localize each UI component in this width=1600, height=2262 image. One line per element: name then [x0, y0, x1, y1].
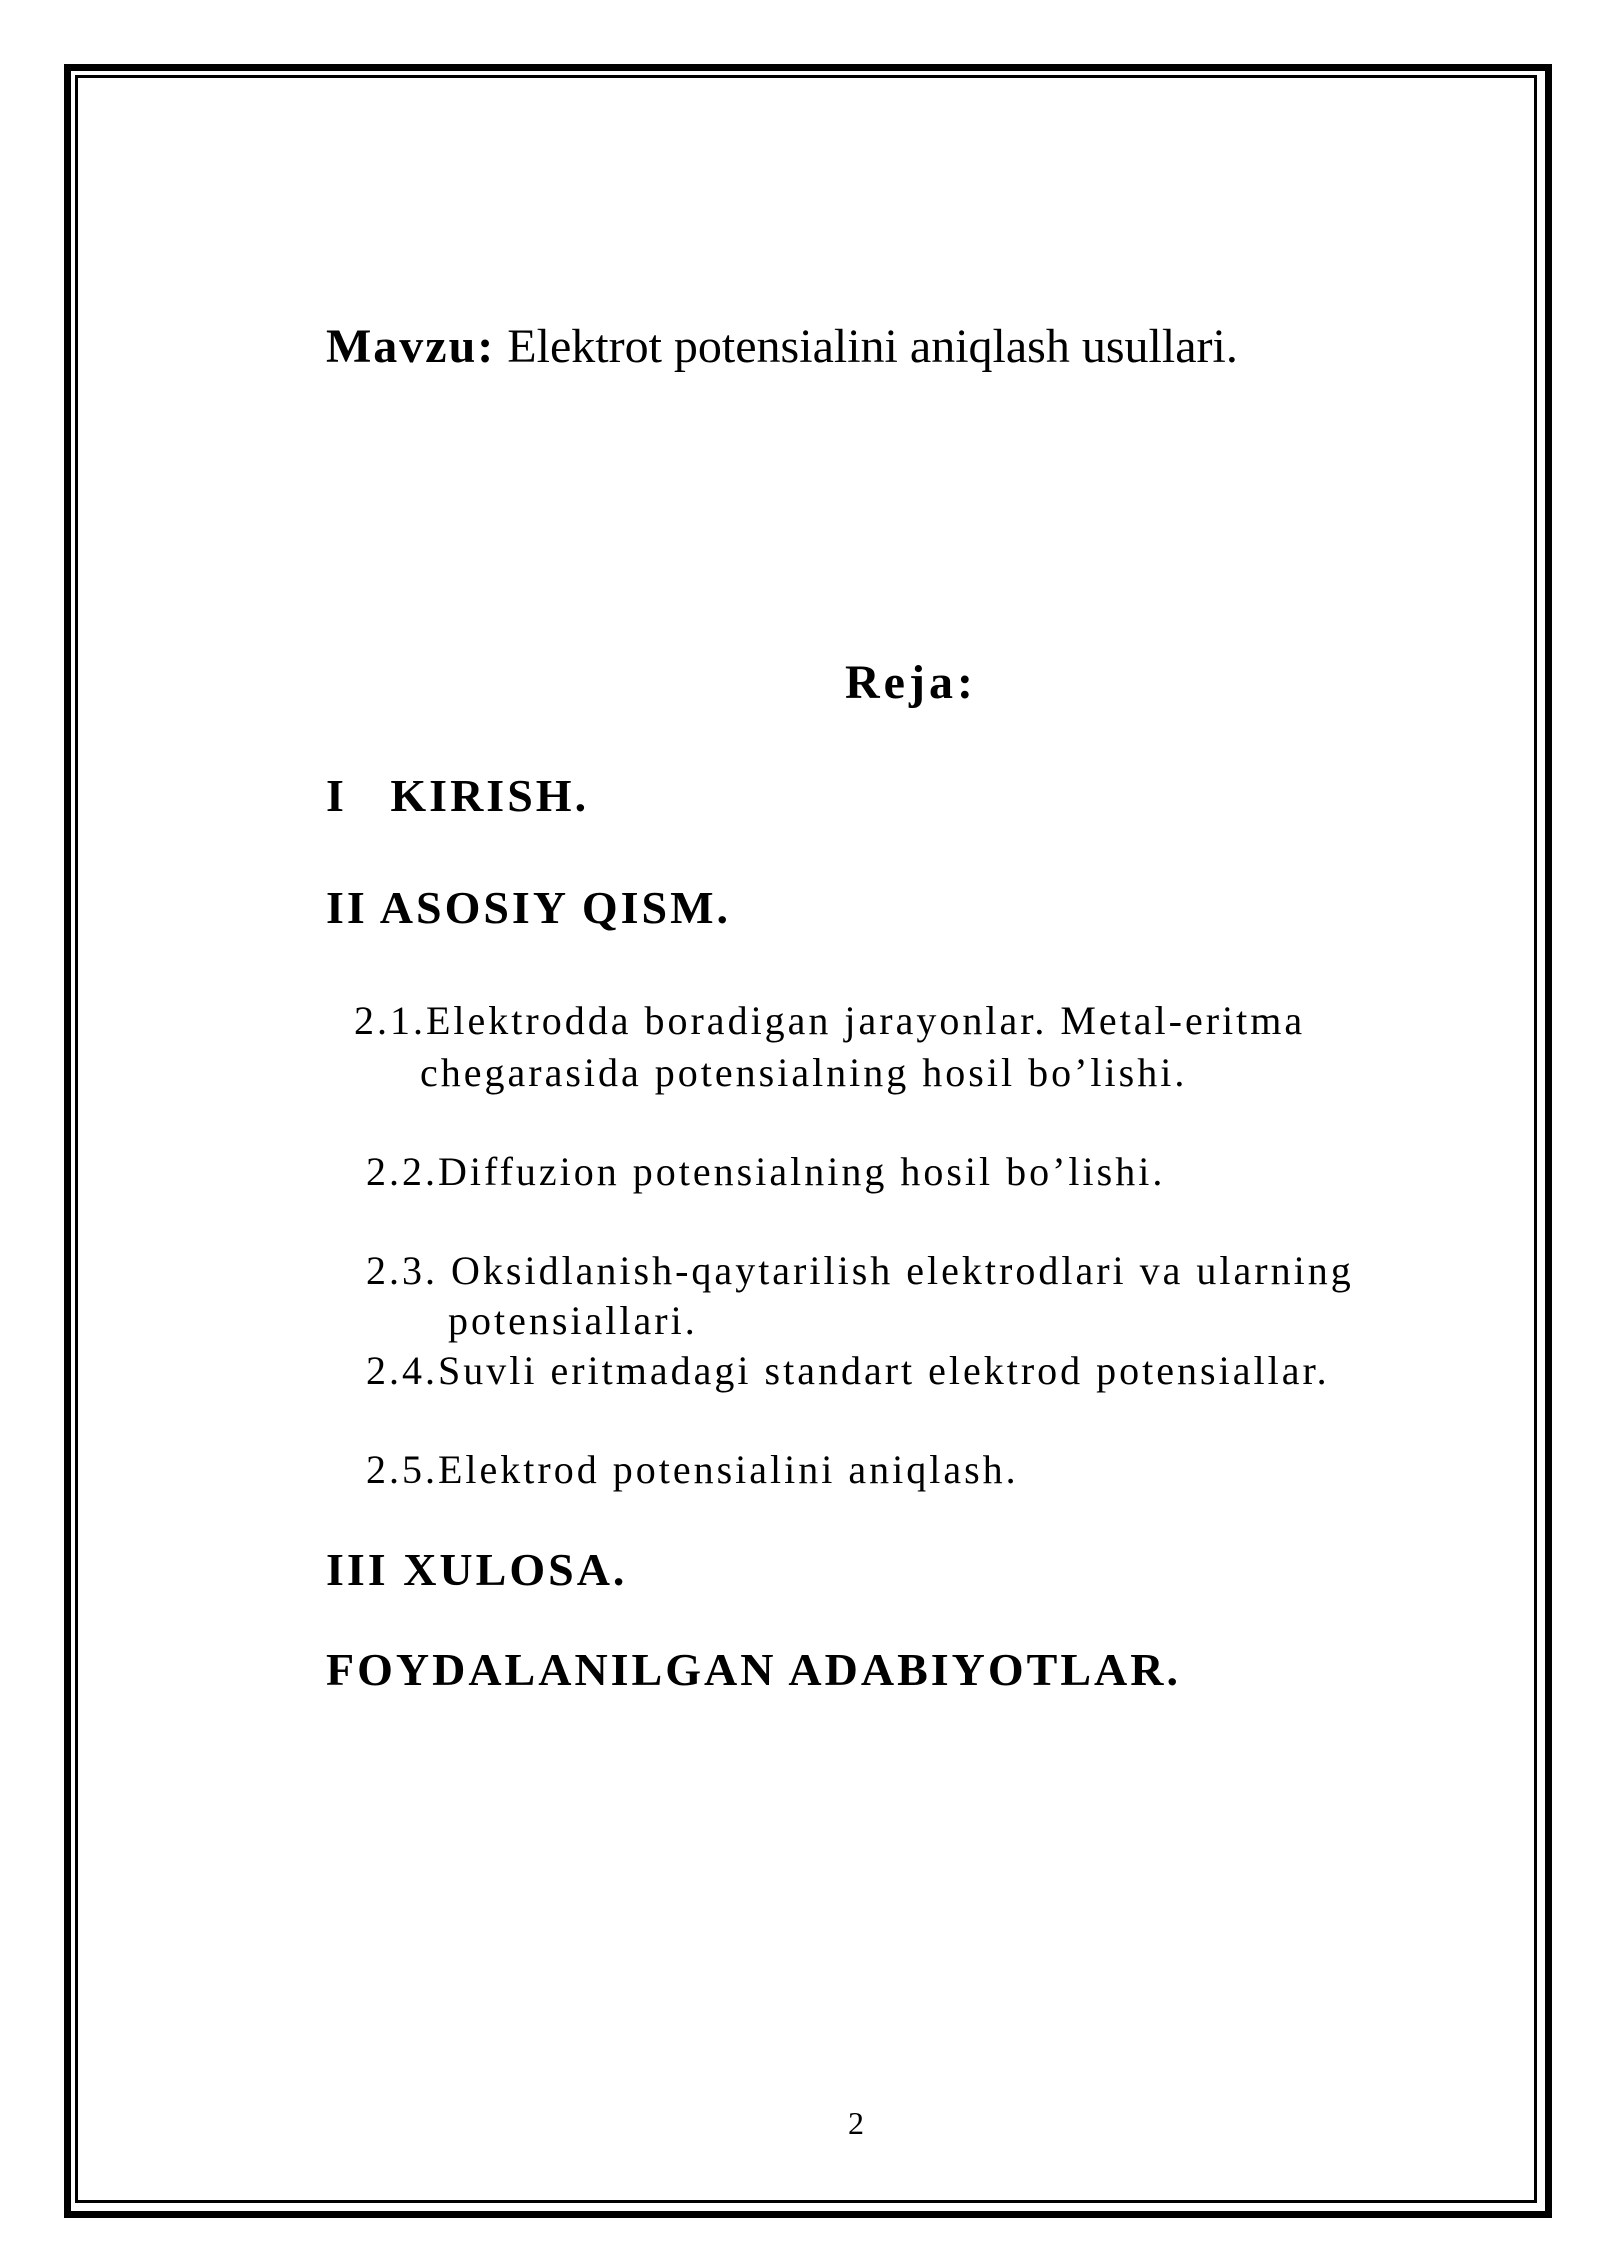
- plan-title: Reja:: [845, 656, 977, 709]
- section-introduction: I KIRISH.: [326, 770, 590, 821]
- plan-item-2-5: 2.5.Elektrod potensialini aniqlash.: [366, 1447, 1019, 1492]
- plan-item-2-3-line2: potensiallari.: [448, 1298, 698, 1343]
- plan-item-2-4: 2.4.Suvli eritmadagi standart elektrod potensiallar.: [366, 1348, 1330, 1393]
- section-main-part: II ASOSIY QISM.: [326, 882, 732, 933]
- section-references: FOYDALANILGAN ADABIYOTLAR.: [326, 1644, 1181, 1695]
- topic-line: [326, 318, 1238, 376]
- plan-item-2-2: 2.2.Diffuzion potensialning hosil bo’lishi.: [366, 1149, 1166, 1194]
- plan-item-2-3-line1: 2.3. Oksidlanish-qaytarilish elektrodlari va ularning: [366, 1248, 1354, 1293]
- page-number: 2: [848, 2105, 864, 2141]
- topic-label: Mavzu:: [326, 320, 496, 373]
- plan-item-2-1-line1: 2.1.Elektrodda boradigan jarayonlar. Metal-eritma: [354, 998, 1306, 1043]
- plan-item-2-1-line2: chegarasida potensialning hosil bo’lishi.: [420, 1050, 1188, 1095]
- topic-text: Elektrot potensialini aniqlash usullari.: [495, 320, 1238, 373]
- page-border-inner: [75, 75, 1537, 2203]
- section-conclusion: III XULOSA.: [326, 1544, 628, 1595]
